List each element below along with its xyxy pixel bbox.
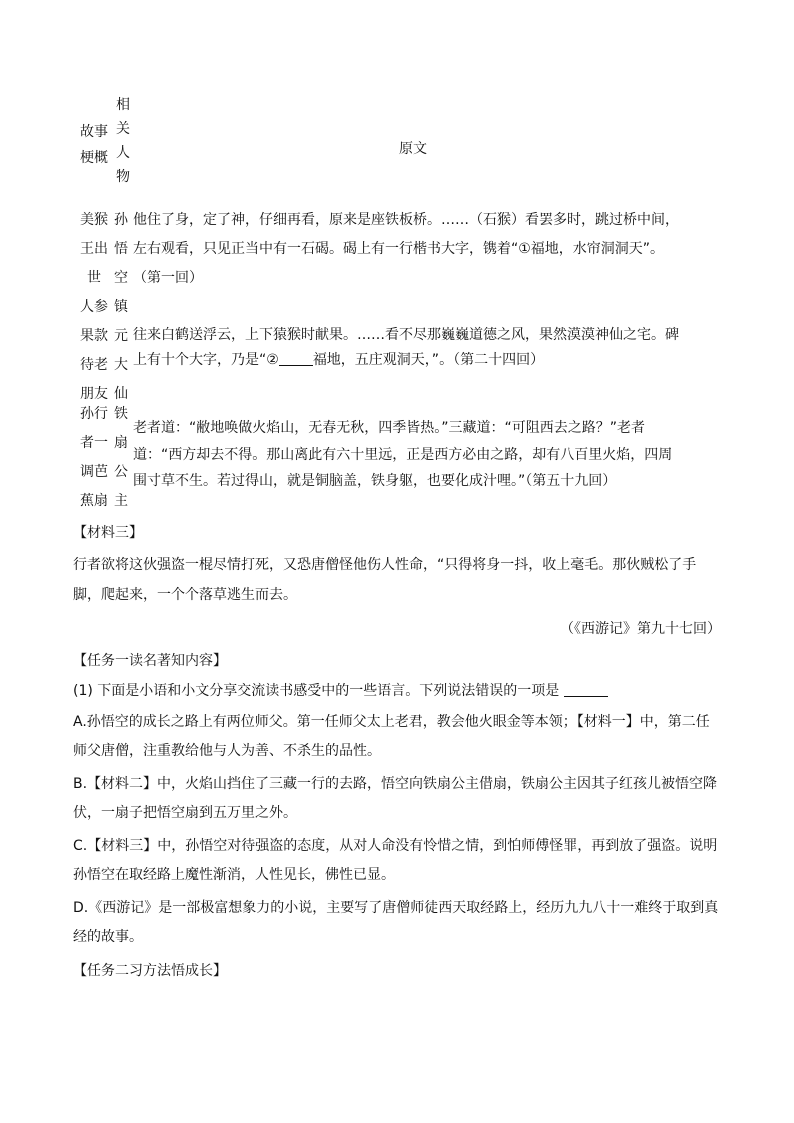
answer-blank[interactable] [564, 682, 608, 697]
option-a-line-2: 师父唐僧，注重教给他与人为善、不杀生的品性。 [73, 743, 381, 759]
blank-2 [279, 351, 313, 366]
row2-text-1: 往来白鹤送浮云，上下猿猴时献果。……看不尽那巍巍道德之风，果然漠漠神仙之宅。碑 [133, 327, 679, 343]
header-summary-text: 故事梗概 [80, 124, 108, 166]
option-a-line-1: A.孙悟空的成长之路上有两位师父。第一任师父太上老君，教会他火眼金等本领；【材料一】中，第二任 [73, 714, 710, 730]
header-characters-text: 相关人物 [116, 97, 130, 185]
row2-text-2b: 福地，五庄观洞天，”。（第二十四回） [312, 352, 545, 368]
row3-text-2: 道：“西方却去不得。那山离此有六十里远，正是西方必由之路，却有八百里火焰，四周 [133, 447, 673, 463]
task2-heading: 【任务二习方法悟成长】 [73, 963, 227, 979]
row1-character [114, 206, 130, 293]
task1-question-text: (1) 下面是小语和小文分享交流读书感受中的一些语言。下列说法错误的一项是 [73, 683, 560, 699]
header-characters [113, 93, 133, 189]
header-original: 原文 [399, 141, 427, 157]
row1-text-1: 他住了身，定了神，仔细再看，原来是座铁板桥。……（石猴）看罢多时，跳过桥中间， [133, 212, 679, 228]
material3-line-2: 脚，爬起来，一个个落草逃生而去。 [73, 587, 297, 603]
row2-text-2a: 上有十个大字，乃是“② [133, 352, 279, 368]
row1-text-3: （第一回） [133, 270, 203, 286]
row3-text-1: 老者道：“敝地唤做火焰山，无春无秋，四季皆热。”三藏道：“可阻西去之路？”老者 [133, 420, 646, 436]
material3-heading: 【材料三】 [73, 525, 143, 541]
row3-character-text: 铁扇公主 [114, 406, 128, 509]
row3-summary [79, 400, 109, 516]
row2-text-2 [133, 346, 544, 375]
option-b-line-1: B.【材料二】中，火焰山挡住了三藏一行的去路，悟空向铁扇公主借扇，铁扇公主因其子红孩儿被悟空降 [73, 776, 718, 792]
row3-text-3: 围寸草不生。若过得山，就是铜脑盖，铁身躯，也要化成汁哩。”（第五十九回） [133, 473, 617, 489]
task1-heading: 【任务一读名著知内容】 [73, 653, 227, 669]
row3-summary-text: 孙行者一调芭蕉扇 [80, 406, 108, 509]
row3-character [114, 400, 130, 516]
row2-character [114, 293, 130, 409]
option-c-line-1: C.【材料三】中，孙悟空对待强盗的态度，从对人命没有怜惜之情，到怕师傅怪罪，再到放了强盗。说明 [73, 838, 718, 854]
option-b-line-2: 伏，一扇子把悟空扇到五万里之外。 [73, 805, 297, 821]
option-d-line-1: D.《西游记》是一部极富想象力的小说，主要写了唐僧师徒西天取经路上，经历九九八十一难终于取到真 [73, 900, 719, 916]
row1-summary [79, 206, 109, 293]
row2-character-text: 镇元大仙 [114, 299, 128, 402]
row1-text-2: 左右观看，只见正当中有一石碣。碣上有一行楷书大字，镌着“①福地，水帘洞洞天”。 [133, 241, 665, 257]
row2-summary [79, 293, 109, 409]
material3-line-1: 行者欲将这伙强盗一棍尽情打死，又恐唐僧怪他伤人性命，“只得将身一抖，收上毫毛。那伙贼松了手 [73, 557, 697, 573]
material3-source: （《西游记》第九十七回） [560, 621, 721, 637]
row1-character-text: 孙悟空 [114, 212, 128, 286]
task1-question [73, 681, 608, 701]
header-summary [79, 119, 109, 171]
option-d-line-2: 经的故事。 [73, 929, 143, 945]
option-c-line-2: 孙悟空在取经路上魔性渐消，人性见长，佛性已显。 [73, 867, 395, 883]
row2-summary-text: 人参果款待老朋友 [80, 299, 108, 402]
row1-summary-text: 美猴王出世 [80, 212, 108, 286]
